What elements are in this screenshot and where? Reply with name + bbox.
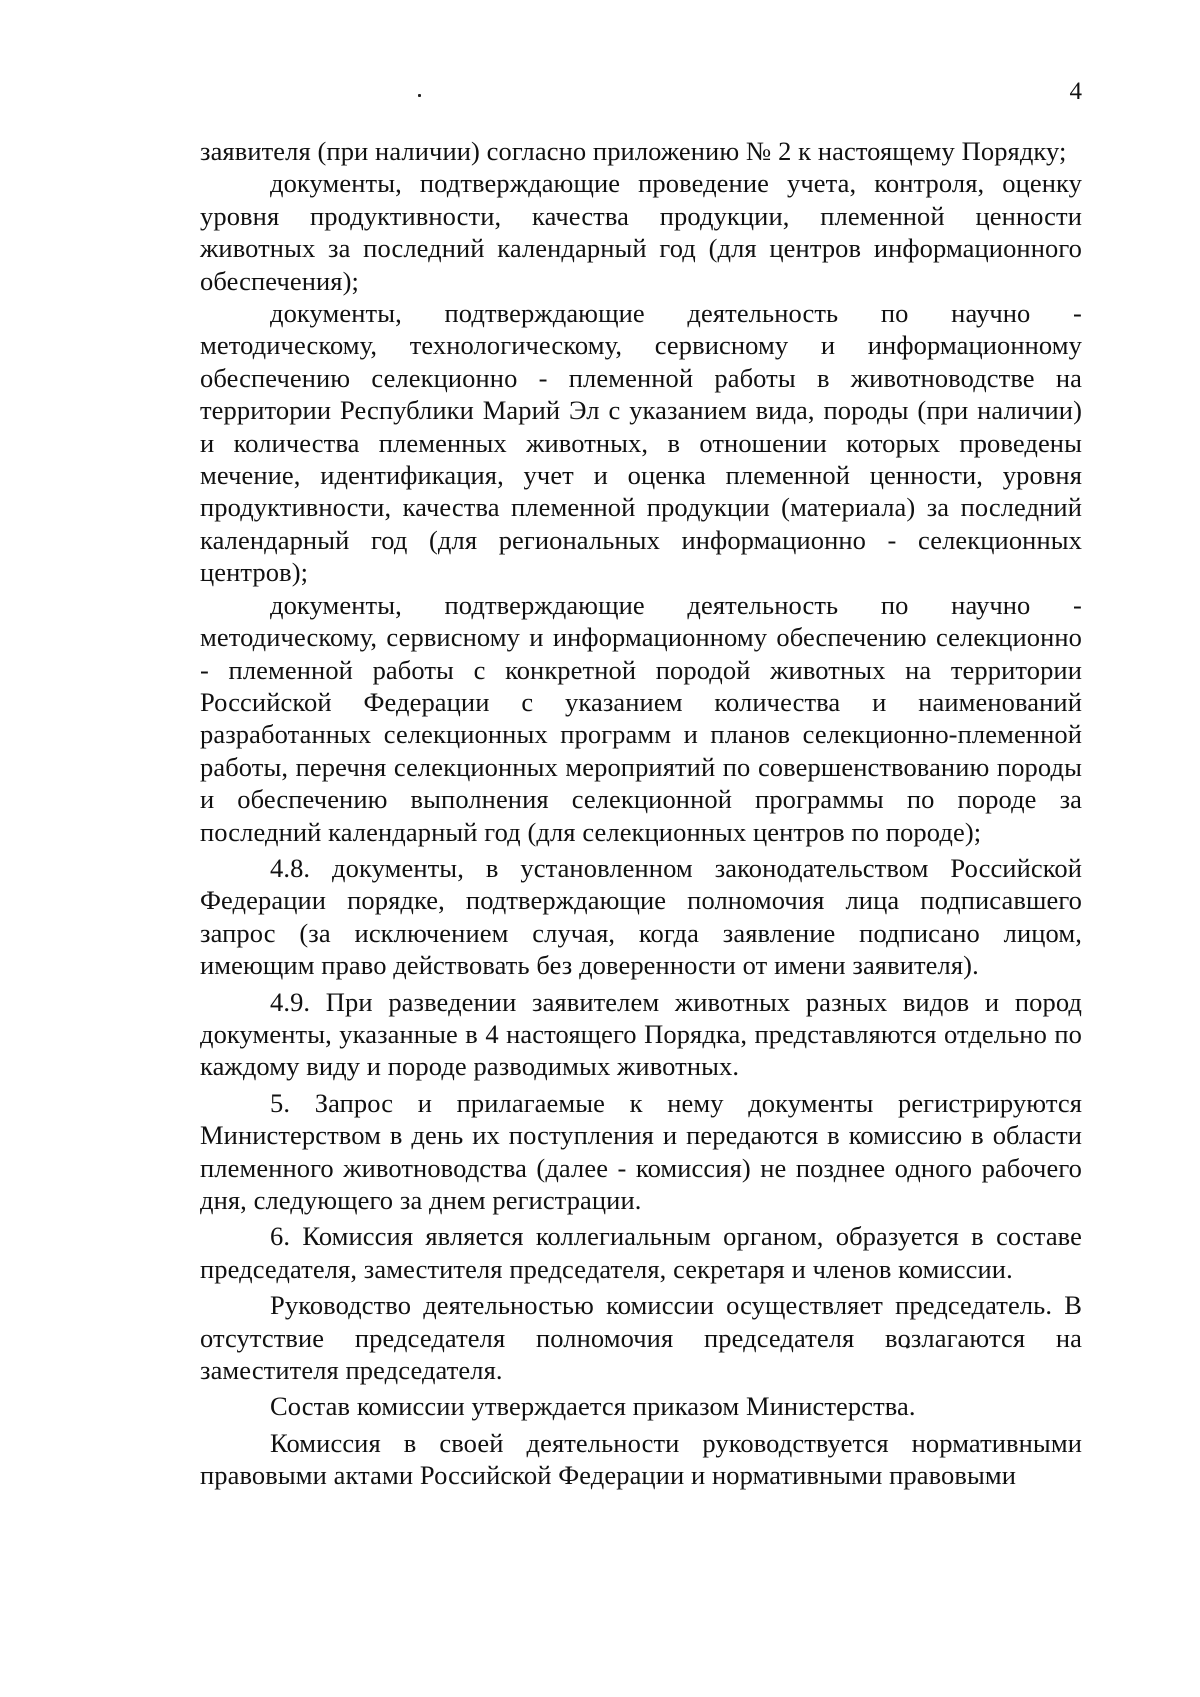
document-body	[200, 135, 1082, 1492]
paragraph-continuation: заявителя (при наличии) согласно приложению № 2 к настоящему Порядку;	[200, 136, 1067, 166]
paragraph-breed-centers: документы, подтверждающие деятельность по научно - методическому, сервисному и информационному обеспечению селекционно - племенной работы с конкретной породой животных на территории Российской Федерации с указанием количества и наименований разработанных селекционных программ и планов селекционно-племенной работы, перечня селекционных мероприятий по совершенствованию породы и обеспечению выполнения селекционной программы по породе за последний календарный год (для селекционных центров по породе);	[200, 589, 1082, 847]
paragraph-leadership: Руководство деятельностью комиссии осуществляет председатель. В отсутствие председателя полномочия председателя возлагаются на заместителя председателя.	[200, 1290, 1082, 1386]
paragraph-info-centers: документы, подтверждающие проведение учета, контроля, оценку уровня продуктивности, качества продукции, племенной ценности животных за последний календарный год (для центров информационного обеспечения);	[200, 168, 1082, 296]
page-number: 4	[1069, 78, 1082, 105]
paragraph-6: 6. Комиссия является коллегиальным органом, образуется в составе председателя, заместителя председателя, секретаря и членов комиссии.	[200, 1221, 1082, 1284]
paragraph-5: 5. Запрос и прилагаемые к нему документы регистрируются Министерством в день их поступления и передаются в комиссию в области племенного животноводства (далее - комиссия) не позднее одного рабочего дня, следующего за днем регистрации.	[200, 1087, 1082, 1215]
scan-speck	[418, 94, 421, 97]
paragraph-4-8: 4.8. документы, в установленном законодательством Российской Федерации порядке, подтверждающие полномочия лица подписавшего запрос (за исключением случая, когда заявление подписано лицом, имеющим право действовать без доверенности от имени заявителя).	[200, 852, 1082, 981]
paragraph-4-9: 4.9. При разведении заявителем животных разных видов и пород документы, указанные в 4 настоящего Порядка, представляются отдельно по каждому виду и породе разводимых животных.	[200, 986, 1082, 1082]
paragraph-guidance: Комиссия в своей деятельности руководствуется нормативными правовыми актами Российской Федерации и нормативными правовыми	[200, 1427, 1082, 1491]
paragraph-composition: Состав комиссии утверждается приказом Министерства.	[270, 1391, 916, 1422]
paragraph-regional-centers: документы, подтверждающие деятельность по научно - методическому, технологическому, сервисному и информационному обеспечению селекционно - племенной работы в животноводстве на территории Республики Марий Эл с указанием вида, породы (при наличии) и количества племенных животных, в отношении которых проведены мечение, идентификация, учет и оценка племенной ценности, уровня продуктивности, качества племенной продукции (материала) за последний календарный год (для региональных информационно - селекционных центров);	[200, 298, 1082, 588]
